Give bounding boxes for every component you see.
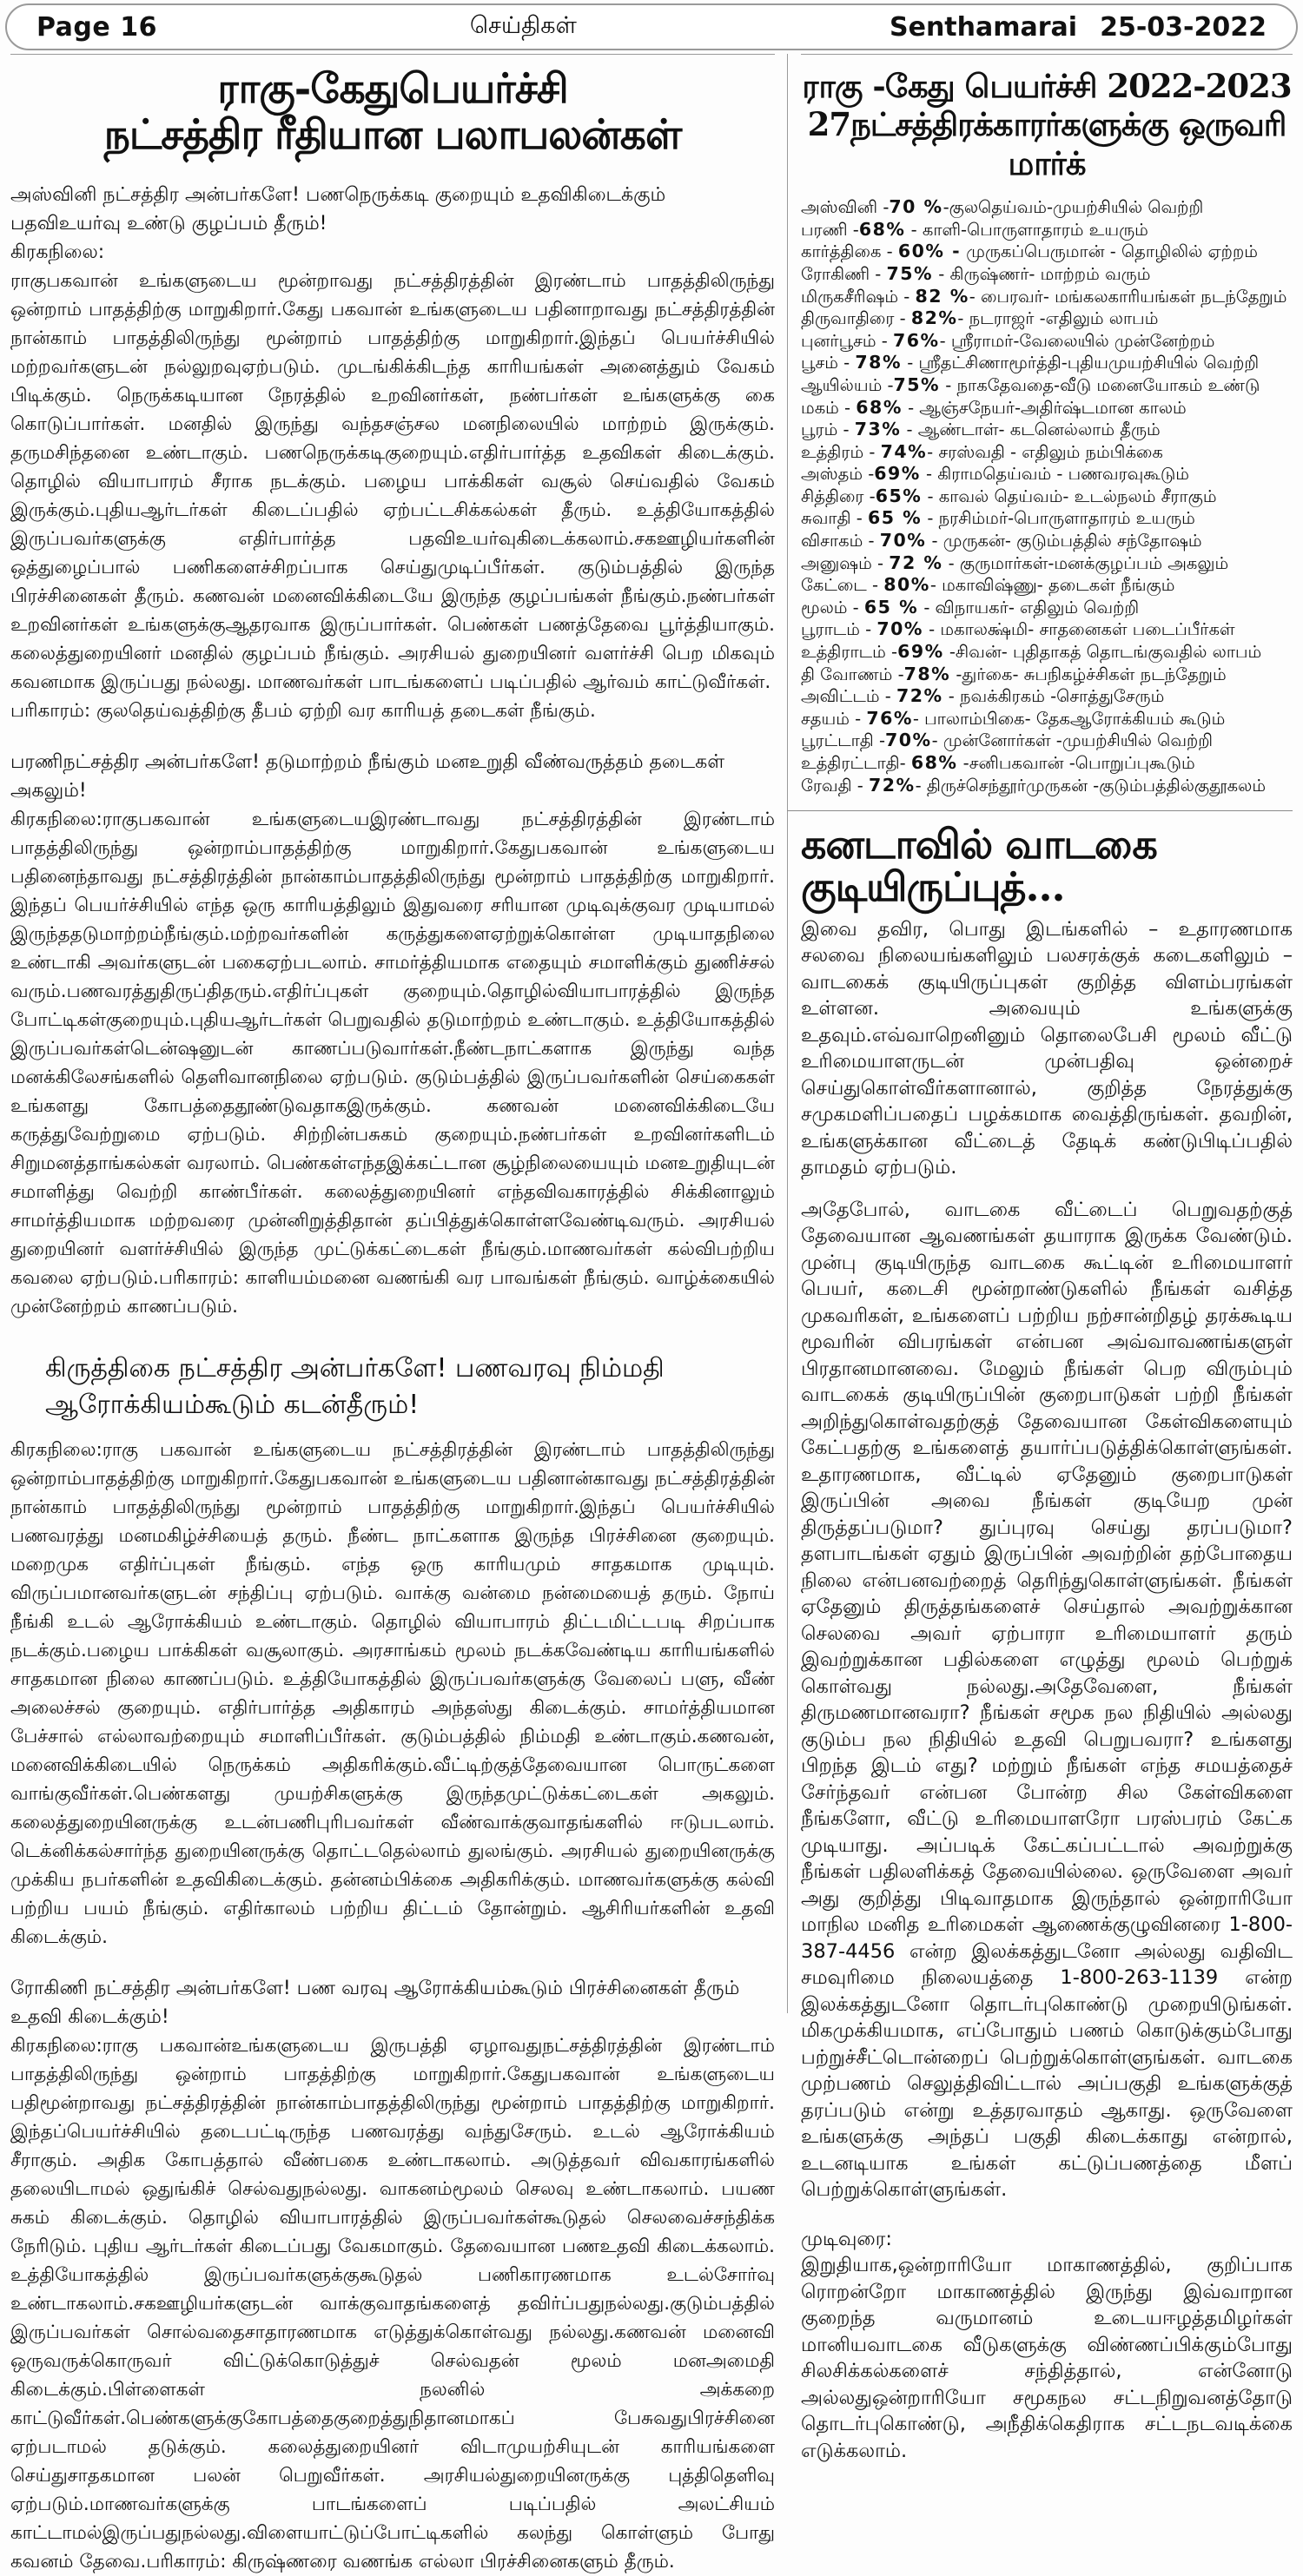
- section-heading: பரணிநட்சத்திர அன்பர்களே! தடுமாற்றம் நீங்கும் மனஉறுதி வீண்வருத்தம் தடைகள் அகலும்!: [10, 751, 725, 803]
- section-heading: அஸ்வினி நட்சத்திர அன்பர்களே! பணநெருக்கடி குறையும் உதவிகிடைக்கும் பதவிஉயர்வு உண்டு குழப்பம் தீரும்!: [10, 184, 666, 235]
- star-percent: 73%: [854, 419, 902, 440]
- section-remedy: பரிகாரம்: குலதெய்வத்திற்கு தீபம் ஏற்றி வர காரியத் தடைகள் நீங்கும்.: [10, 700, 596, 723]
- left-article-sections: [10, 181, 775, 2576]
- star-name: அவிட்டம் -: [801, 686, 897, 707]
- star-prediction: - பைரவர்- மங்கலகாரியங்கள் நடந்தேறும்: [969, 286, 1287, 307]
- right-column: [801, 54, 1293, 2464]
- section-heading: ரோகிணி நட்சத்திர அன்பர்களே! பண வரவு ஆரோக்கியம்கூடும் பிரச்சினைகள் தீரும் உதவி கிடைக்கும்!: [10, 1978, 740, 2029]
- star-name: உத்திரம் -: [801, 441, 881, 462]
- star-name: பூசம் -: [801, 353, 856, 373]
- star-row: [801, 618, 1293, 641]
- star-name: சுவாதி -: [801, 508, 868, 529]
- star-name: பரணி -: [801, 219, 859, 240]
- star-percent: 70%: [885, 730, 932, 751]
- section-heading: கிருத்திகை நட்சத்திர அன்பர்களே! பணவரவு நிம்மதி ஆரோக்கியம்கூடும் கடன்தீரும்!: [45, 1353, 665, 1421]
- paper-name: Senthamarai: [889, 11, 1078, 43]
- left-article: [10, 54, 775, 2576]
- star-row: [801, 685, 1293, 708]
- section-divider: [787, 810, 1293, 811]
- section-lead: கிரகநிலை:: [10, 241, 105, 264]
- star-name: ரோகிணி -: [801, 263, 887, 284]
- star-row: [801, 597, 1293, 619]
- star-row: [801, 552, 1293, 575]
- star-prediction: -சனிபகவான் -பொறுப்புகூடும்: [957, 753, 1195, 774]
- star-name: உத்திரட்டாதி-: [801, 753, 911, 774]
- star-percent: 65 %: [867, 507, 923, 529]
- star-name: அஸ்தம் -: [801, 464, 875, 485]
- star-prediction: -குலதெய்வம்-முயற்சியில் வெற்றி: [943, 197, 1204, 218]
- star-name: சித்திரை -: [801, 485, 876, 506]
- star-prediction: - நவக்கிரகம் -சொத்துசேரும்: [943, 686, 1165, 707]
- star-name: மிருகசீரிஷம் -: [801, 286, 916, 307]
- star-name: கார்த்திகை -: [801, 241, 898, 262]
- star-prediction: - நரசிம்மர்-பொருளாதாரம் உயரும்: [922, 508, 1195, 529]
- star-row: [801, 419, 1293, 441]
- star-name: தி வோணம் -: [801, 664, 904, 684]
- star-name: மூலம் -: [801, 597, 864, 618]
- star-row: [801, 307, 1293, 330]
- star-prediction: - ஆஞ்சநேயர்-அதிர்ஷ்டமான காலம்: [902, 397, 1187, 418]
- canada-article-title: கனடாவில் வாடகை குடியிருப்புத்...: [801, 821, 1157, 910]
- section-body: கிரகநிலை:ராகு பகவான் உங்களுடைய நட்சத்திரத்தின் இரண்டாம் பாதத்திலிருந்து ஒன்றாம்பாதத்திற்கு மாறுகிறார்.கேதுபகவான் உங்களுடைய பதினான்காவது நட்சத்திரத்தின் நான்காம் பாதத்திலிருந்து மூன்றாம் பாதத்திற்கு மாறுகிறார்.இந்தப் பெயர்ச்சியில் பணவரத்து மனமகிழ்ச்சியைத் தரும். நீண்ட நாட்களாக இருந்த பிரச்சினை குறையும். மறைமுக எதிர்ப்புகள் நீங்கும். எந்த ஒரு காரியமும் சாதகமாக முடியும். விருப்பமானவர்களுடன் சந்திப்பு ஏற்படும். வாக்கு வன்மை நன்மையைத் தரும். நோய் நீங்கி உடல் ஆரோக்கியம் உண்டாகும். தொழில் வியாபாரம் திட்டமிட்டபடி சிறப்பாக நடக்கும்.பழைய பாக்கிகள் வசூலாகும். அரசாங்கம் மூலம் நடக்கவேண்டிய காரியங்களில் சாதகமான நிலை காணப்படும். உத்தியோகத்தில் இருப்பவர்களுக்கு வேலைப் பளு, வீண் அலைச்சல் குறையும். எதிர்பார்த்த அதிகாரம் அந்தஸ்து கிடைக்கும். சாமர்த்தியமான பேச்சால் எல்லாவற்றையும் சமாளிப்பீர்கள். குடும்பத்தில் நிம்மதி உண்டாகும்.கணவன், மனைவிக்கிடையில் நெருக்கம் அதிகரிக்கும்.வீட்டிற்குத்தேவையான பொருட்களை வாங்குவீர்கள்.பெண்களது முயற்சிகளுக்கு இருந்தமுட்டுக்கட்டைகள் அகலும். கலைத்துறையினருக்கு உடன்பணிபுரிபவர்கள் வீண்வாக்குவாதங்களில் ஈடுபடலாம். டெக்னிக்கல்சார்ந்த துறையினருக்கு தொட்டதெல்லாம் துலங்கும். அரசியல் துறையினருக்கு முக்கிய நபர்களின் உதவிகிடைக்கும். தன்னம்பிக்கை அதிகரிக்கும். மாணவர்களுக்கு கல்வி பற்றிய பயம் நீங்கும். எதிர்காலம் பற்றிய திட்டம் தோன்றும். ஆசிரியர்களின் உதவி கிடைக்கும்.: [10, 1439, 775, 1949]
- star-name: திருவாதிரை -: [801, 308, 911, 329]
- star-row: [801, 485, 1293, 508]
- star-prediction: - காளி-பொருளாதாரம் உயரும்: [905, 219, 1148, 240]
- section-name: செய்திகள்: [470, 11, 577, 39]
- star-name: மகம் -: [801, 397, 857, 418]
- star-percent: 69%: [874, 463, 921, 485]
- star-name: ரேவதி -: [801, 775, 869, 796]
- star-row: [801, 241, 1293, 263]
- star-sign-section: [10, 748, 775, 1321]
- star-prediction: - விநாயகர்- எதிலும் வெற்றி: [918, 597, 1140, 618]
- issue-date: 25-03-2022: [1100, 11, 1267, 43]
- star-row: [801, 752, 1293, 775]
- star-sign-section: [10, 181, 775, 725]
- star-row: [801, 441, 1293, 464]
- star-percent: 70%: [879, 530, 927, 552]
- star-percent: 72%: [869, 774, 916, 796]
- star-prediction: - கிராமதெய்வம் - பணவரவுகூடும்: [920, 464, 1189, 485]
- star-percent: 80%: [883, 574, 930, 596]
- star-marks-title-line1: ராகு -கேது பெயர்ச்சி 2022-2023: [802, 67, 1292, 105]
- star-row: [801, 196, 1293, 219]
- star-percent: 78%: [903, 663, 951, 684]
- star-prediction: - முருகன்- குடும்பத்தில் சந்தோஷம்: [926, 531, 1202, 552]
- star-percent: 68%: [858, 218, 906, 240]
- star-name: புனர்பூசம் -: [801, 330, 894, 351]
- left-article-title: [10, 67, 775, 158]
- star-prediction: - காவல் தெய்வம்- உடல்நலம் சீராகும்: [922, 485, 1217, 506]
- masthead: [5, 3, 1298, 50]
- star-row: [801, 574, 1293, 597]
- star-row: [801, 219, 1293, 241]
- star-row: [801, 507, 1293, 530]
- star-prediction: - ஸ்ரீராமர்-வேலையில் முன்னேற்றம்: [939, 330, 1215, 351]
- section-body: கிரகநிலை:ராகுபகவான் உங்களுடையஇரண்டாவது நட்சத்திரத்தின் இரண்டாம் பாதத்திலிருந்து ஒன்றாம்பாதத்திற்கு மாறுகிறார்.கேதுபகவான் உங்களுடைய பதினைந்தாவது நட்சத்திரத்தின் நான்காம்பாதத்திலிருந்து மூன்றாம் பாதத்திற்கு மாறுகிறார். இந்தப் பெயர்ச்சியில் எந்த ஒரு காரியத்திலும் இதுவரை சரியான முடிவுக்குவர முடியாமல் இருந்ததடுமாற்றம்நீங்கும்.மற்றவர்களின் கருத்துகளைஏற்றுக்கொள்ள முடியாதநிலை உண்டாகி அவர்களுடன் பகைஏற்படலாம். சாமர்த்தியமாக எதையும் சமாளிக்கும் துணிச்சல் வரும்.பணவரத்துதிருப்திதரும்.எதிர்ப்புகள் குறையும்.தொழில்வியாபாரத்தில் இருந்த போட்டிகள்குறையும்.புதியஆர்டர்கள் பெறுவதில் தடுமாற்றம் உண்டாகும். உத்தியோகத்தில் இருப்பவர்கள்டென்ஷனுடன் காணப்படுவார்கள்.நீண்டநாட்களாக இருந்து வந்த மனக்கிலேசங்களில் தெளிவானநிலை ஏற்படும். குடும்பத்தில் இருப்பவர்களின் செய்கைகள் உங்களது கோபத்தைதூண்டுவதாகஇருக்கும். கணவன் மனைவிக்கிடையே கருத்துவேற்றுமை ஏற்படும். சிற்றின்பசுகம் குறையும்.நண்பர்கள் உறவினர்களிடம் சிறுமனத்தாங்கல்கள் வரலாம். பெண்கள்எந்தஇக்கட்டான சூழ்நிலையையும் மனஉறுதியுடன் சமாளித்து வெற்றி காண்பீர்கள். கலைத்துறையினர் எந்தவிவகாரத்தில் சிக்கினாலும் சாமர்த்தியமாக மற்றவரை முன்னிறுத்திதான் தப்பித்துக்கொள்ளவேண்டிவரும். அரசியல் துறையினர் வளர்ச்சியில் இருந்த முட்டுக்கட்டைகள் நீங்கும்.மாணவர்கள் கல்விபற்றிய கவலை ஏற்படும்.பரிகாரம்: காளியம்மனை வணங்கி வர பாவங்கள் நீங்கும். வாழ்க்கையில் முன்னேற்றம் காணப்படும்.: [10, 809, 775, 1318]
- star-percent: 75%: [886, 262, 934, 284]
- star-prediction: - பாலாம்பிகை- தேகஆரோக்கியம் கூடும்: [912, 708, 1226, 729]
- star-name: அஸ்வினி -: [801, 197, 890, 218]
- star-sign-section: [10, 1974, 775, 2576]
- star-prediction: - சரஸ்வதி - எதிலும் நம்பிக்கை: [927, 441, 1163, 462]
- star-percent: 76%: [866, 707, 913, 729]
- star-percent: 82%: [910, 307, 958, 329]
- star-prediction: - முன்னோர்கள் -முயற்சியில் வெற்றி: [931, 730, 1214, 751]
- star-percent: 65%: [875, 485, 923, 506]
- star-row: [801, 286, 1293, 308]
- star-row: [801, 374, 1293, 397]
- star-row: [801, 730, 1293, 752]
- star-row: [801, 330, 1293, 353]
- left-article-title-line2: நட்சத்திர ரீதியான பலாபலன்கள்: [103, 110, 682, 159]
- star-prediction: - ஆண்டாள்- கடனெல்லாம் தீரும்: [901, 419, 1161, 440]
- star-percent: 76%: [893, 329, 940, 351]
- canada-article-paragraphs: [801, 916, 1293, 2203]
- star-row: [801, 775, 1293, 797]
- star-sign-section: [10, 1351, 775, 1952]
- star-percent: 82 %: [915, 285, 969, 307]
- star-prediction: - நாகதேவதை-வீடு மனையோகம் உண்டு: [940, 374, 1260, 395]
- star-percent: 60% -: [897, 241, 962, 262]
- star-prediction: - மகாவிஷ்ணு- தடைகள் நீங்கும்: [929, 575, 1175, 596]
- star-row: [801, 664, 1293, 686]
- star-list: [801, 196, 1293, 796]
- star-name: பூராடம் -: [801, 619, 877, 640]
- star-percent: 72 %: [889, 552, 943, 573]
- star-prediction: - குருமார்கள்-மனக்குழப்பம் அகலும்: [943, 552, 1229, 573]
- star-row: [801, 463, 1293, 485]
- star-name: உத்திராடம் -: [801, 642, 898, 663]
- conclusion-label: முடிவுரை:: [801, 2227, 892, 2250]
- page-number: Page 16: [36, 11, 157, 43]
- star-name: பூரட்டாதி -: [801, 730, 886, 751]
- article-paragraph: இவை தவிர, பொது இடங்களில் – உதாரணமாக சலவை நிலையங்களிலும் பலசரக்குக் கடைகளிலும் – வாடகைக் குடியிருப்புகள் குறித்த விளம்பரங்கள் உள்ளன. அவையும் உங்களுக்கு உதவும்.எவ்வாறெனினும் தொலைபேசி மூலம் வீட்டு உரிமையாளருடன் முன்பதிவு ஒன்றைச் செய்துகொள்வீர்களானால், குறித்த நேரத்துக்கு சமுகமளிப்பதைப் பழக்கமாக வைத்திருங்கள். தவறின், உங்களுக்கான வீட்டைத் தேடிக் கண்டுபிடிப்பதில் தாமதம் ஏற்படும்.: [801, 917, 1293, 1179]
- star-prediction: - நடராஜர் -எதிலும் லாபம்: [957, 308, 1159, 329]
- paper-name-and-date: [890, 12, 1267, 43]
- star-prediction: -சிவன்- புதிதாகத் தொடங்குவதில் லாபம்: [943, 642, 1262, 663]
- star-prediction: முருகப்பெருமான் - தொழிலில் ஏற்றம்: [961, 241, 1258, 262]
- star-prediction: - ஸ்ரீதட்சிணாமூர்த்தி-புதியமுயற்சியில் வெற்றி: [902, 353, 1260, 373]
- star-name: கேட்டை -: [801, 575, 884, 596]
- star-row: [801, 530, 1293, 552]
- star-row: [801, 708, 1293, 730]
- star-name: அனுஷம் -: [801, 552, 890, 573]
- star-percent: 78%: [855, 352, 902, 373]
- star-name: பூரம் -: [801, 419, 855, 440]
- star-percent: 70 %: [889, 196, 943, 218]
- star-prediction: - கிருஷ்ணர்- மாற்றம் வரும்: [933, 263, 1151, 284]
- star-percent: 69%: [897, 641, 944, 663]
- star-percent: 70%: [876, 618, 923, 640]
- star-row: [801, 263, 1293, 286]
- star-percent: 75%: [893, 373, 941, 395]
- section-body: ராகுபகவான் உங்களுடைய மூன்றாவது நட்சத்திரத்தின் இரண்டாம் பாதத்திலிருந்து ஒன்றாம் பாதத்திற்கு மாறுகிறார்.கேது பகவான் உங்களுடைய பதினாறாவது நட்சத்திரத்தின் நான்காம் பாதத்திலிருந்து மூன்றாம் பாதத்திற்கு மாறுகிறார்.இந்தப் பெயர்ச்சியில் மற்றவர்களுடன் நல்லுறவுஏற்படும். முடங்கிக்கிடந்த காரியங்கள் அனைத்தும் வேகம் பிடிக்கும். நெருக்கடியான நேரத்தில் உறவினர்கள், நண்பர்கள் உங்களுக்கு கை கொடுப்பார்கள். மனதில் இருந்து வந்தசஞ்சல மனநிலையில் மாற்றம் இருக்கும். தருமசிந்தனை உண்டாகும். பணநெருக்கடிகுறையும்.எதிர்பார்த்த உதவிகள் கிடைக்கும். தொழில் வியாபாரம் சீராக நடக்கும். பழைய பாக்கிகள் வசூல் செய்வதில் வேகம் இருக்கும்.புதியஆர்டர்கள் கிடைப்பதில் ஏற்பட்டசிக்கல்கள் தீரும். உத்தியோகத்தில் இருப்பவர்களுக்கு எதிர்பார்த்த பதவிஉயர்வுகிடைக்கலாம்.சகஊழியர்களின் ஒத்துழைப்பால் பணிகளைச்சிறப்பாக செய்துமுடிப்பீர்கள். குடும்பத்தில் இருந்த பிரச்சினைகள் தீரும். கணவன் மனைவிக்கிடையே இருந்த குழப்பங்கள் நீங்கும்.நண்பர்கள் உறவினர்கள் உங்களுக்குஆதரவாக இருப்பார்கள். பெண்கள் பணத்தேவை பூர்த்தியாகும். கலைத்துறையினர் மனதில் குழப்பம் நீங்கும். அரசியல் துறையினர் வளர்ச்சி பெற மிகவும் கவனமாக இருப்பது நல்லது. மாணவர்கள் பாடங்களைப் படிப்பதில் ஆர்வம் காட்டுவீர்கள்.: [10, 270, 775, 694]
- left-article-title-line1: ராகு-கேதுபெயர்ச்சி: [217, 65, 568, 113]
- star-marks-title-line2: 27நட்சத்திரக்காரர்களுக்கு ஒருவரி மார்க்: [807, 105, 1286, 182]
- star-prediction: -துர்கை- சுபநிகழ்ச்சிகள் நடந்தேறும்: [950, 664, 1227, 684]
- star-row: [801, 641, 1293, 664]
- article-paragraph: அதேபோல், வாடகை வீட்டைப் பெறுவதற்குத் தேவையான ஆவணங்கள் தயாராக இருக்க வேண்டும். முன்பு குடியிருந்த வாடகை கூட்டின் உரிமையாளர் பெயர், கடைசி மூன்றாண்டுகளில் நீங்கள் வசித்த முகவரிகள், உங்களைப் பற்றிய நற்சான்றிதழ் தரக்கூடிய மூவரின் விபரங்கள் என்பன அவ்வாவணங்களுள் பிரதானமானவை. மேலும் நீங்கள் பெற விரும்பும் வாடகைக் குடியிருப்பின் குறைபாடுகள் பற்றி நீங்கள் அறிந்துகொள்வதற்குத் தேவையான கேள்விகளையும் கேட்பதற்கு உங்களைத் தயார்ப்படுத்திக்கொள்ளுங்கள். உதாரணமாக, வீட்டில் ஏதேனும் குறைபாடுகள் இருப்பின் அவை நீங்கள் குடியேற முன் திருத்தப்படுமா? துப்புரவு செய்து தரப்படுமா? தளபாடங்கள் ஏதும் இருப்பின் அவற்றின் தற்போதைய நிலை என்பனவற்றைத் தெரிந்துகொள்ளுங்கள். நீங்கள் ஏதேனும் திருத்தங்களைச் செய்தால் அவற்றுக்கான செலவை அவர் ஏற்பாரா உரிமையாளர் தரும் இவற்றுக்கான பதில்களை எழுத்து மூலம் பெற்றுக் கொள்வது நல்லது.அதேவேளை, நீங்கள் திருமணமானவரா? நீங்கள் சமூக நல நிதியில் அல்லது குடும்ப நல நிதியில் உதவி பெறுபவரா? உங்களது பிறந்த இடம் எது? மற்றும் நீங்கள் எந்த சமயத்தைச் சேர்ந்தவர் என்பன போன்ற சில கேள்விகளை நீங்களோ, வீட்டு உரிமையாளரோ பரஸ்பரம் கேட்க முடியாது. அப்படிக் கேட்கப்பட்டால் அவற்றுக்கு நீங்கள் பதிலளிக்கத் தேவையில்லை. ஒருவேளை அவர் அது குறித்து பிடிவாதமாக இருந்தால் ஒன்றாரியோ மாநில மனித உரிமைகள் ஆணைக்குழுவினரை 1-800-387-4456 என்ற இலக்கத்துடனோ அல்லது வதிவிட சமவுரிமை நிலையத்தை 1-800-263-1139 என்ற இலக்கத்துடனோ தொடர்புகொண்டு முறையிடுங்கள். மிகமுக்கியமாக, எப்போதும் பணம் கொடுக்கும்போது பற்றுச்சீட்டொன்றைப் பெற்றுக்கொள்ளுங்கள். வாடகை முற்பணம் செலுத்திவிட்டால் அப்பகுதி உங்களுக்குத் தரப்படும் என்று உத்தரவாதம் ஆகாது. ஒருவேளை உங்களுக்கு அந்தப் பகுதி கிடைக்காது என்றால், உடனடியாக உங்கள் கட்டுப்பணத்தை மீளப் பெற்றுக்கொள்ளுங்கள்.: [801, 1198, 1293, 2202]
- star-percent: 68%: [910, 752, 958, 774]
- star-name: விசாகம் -: [801, 531, 880, 552]
- star-percent: 65 %: [863, 596, 919, 618]
- star-row: [801, 397, 1293, 419]
- star-name: சதயம் -: [801, 708, 867, 729]
- column-divider: [787, 54, 788, 2013]
- section-body: கிரகநிலை:ராகு பகவான்உங்களுடைய இருபத்தி ஏழாவதுநட்சத்திரத்தின் இரண்டாம் பாதத்திலிருந்து ஒன்றாம் பாதத்திற்கு மாறுகிறார்.கேதுபகவான் உங்களுடைய பதிமூன்றாவது நட்சத்திரத்தின் நான்காம்பாதத்திலிருந்து மூன்றாம் பாதத்திற்கு மாறுகிறார். இந்தப்பெயர்ச்சியில் தடைபட்டிருந்த பணவரத்து வந்துசேரும். உடல் ஆரோக்கியம் சீராகும். அதிக கோபத்தால் வீண்பகை உண்டாகலாம். அடுத்தவர் விவகாரங்களில் தலையிடாமல் ஒதுங்கிச் செல்வதுநல்லது. வாகனம்மூலம் செலவு உண்டாகலாம். பயண சுகம் கிடைக்கும். தொழில் வியாபாரத்தில் இருப்பவர்கள்கூடுதல் செலவைச்சந்திக்க நேரிடும். புதிய ஆர்டர்கள் கிடைப்பது வேகமாகும். தேவையான பணஉதவி கிடைக்கலாம். உத்தியோகத்தில் இருப்பவர்களுக்குகூடுதல் பணிகாரணமாக உடல்சோர்வு உண்டாகலாம்.சகஊழியர்களுடன் வாக்குவாதங்களைத் தவிர்ப்பதுநல்லது.குடும்பத்தில் இருப்பவர்கள் சொல்வதைசாதாரணமாக எடுத்துக்கொள்வது நல்லது.கணவன் மனைவி ஒருவருக்கொருவர் விட்டுக்கொடுத்துச் செல்வதன் மூலம் மனஅமைதி கிடைக்கும்.பிள்ளைகள் நலனில் அக்கறை காட்டுவீர்கள்.பெண்களுக்குகோபத்தைகுறைத்துநிதானமாகப் பேசுவதுபிரச்சினை ஏற்படாமல் தடுக்கும். கலைத்துறையினர் விடாமுயற்சியுடன் காரியங்களை செய்துசாதகமான பலன் பெறுவீர்கள். அரசியல்துறையினருக்கு புத்திதெளிவு ஏற்படும்.மாணவர்களுக்கு பாடங்களைப் படிப்பதில் அலட்சியம் காட்டாமல்இருப்பதுநல்லது.விளையாட்டுப்போட்டிகளில் கலந்து கொள்ளும் போது கவனம் தேவை.பரிகாரம்: கிருஷ்ணரை வணங்க எல்லா பிரச்சினைகளும் தீரும்.: [10, 2035, 775, 2573]
- star-percent: 72%: [896, 685, 943, 707]
- star-prediction: - திருச்செந்தூர்முருகன் -குடும்பத்தில்குதூகலம்: [915, 775, 1267, 796]
- star-name: ஆயில்யம் -: [801, 374, 894, 395]
- star-percent: 74%: [880, 440, 928, 462]
- conclusion-text: இறுதியாக,ஒன்றாரியோ மாகாணத்தில், குறிப்பாக ரொறன்றோ மாகாணத்தில் இருந்து இவ்வாறான குறைந்த வருமானம் உடையஈழத்தமிழர்கள் மானியவாடகை வீடுகளுக்கு விண்ணப்பிக்கும்போது சிலசிக்கல்களைச் சந்தித்தால், என்னோடு அல்லதுஒன்றாரியோ சமூகநல சட்டநிறுவனத்தோடு தொடர்புகொண்டு, அநீதிக்கெதிராக சட்டநடவடிக்கை எடுக்கலாம்.: [801, 2254, 1293, 2462]
- star-percent: 68%: [856, 396, 903, 418]
- canada-article: [801, 823, 1293, 2464]
- star-marks-title: [801, 67, 1293, 182]
- star-row: [801, 352, 1293, 374]
- star-prediction: - மகாலக்ஷ்மி- சாதனைகள் படைப்பீர்கள்: [923, 619, 1235, 640]
